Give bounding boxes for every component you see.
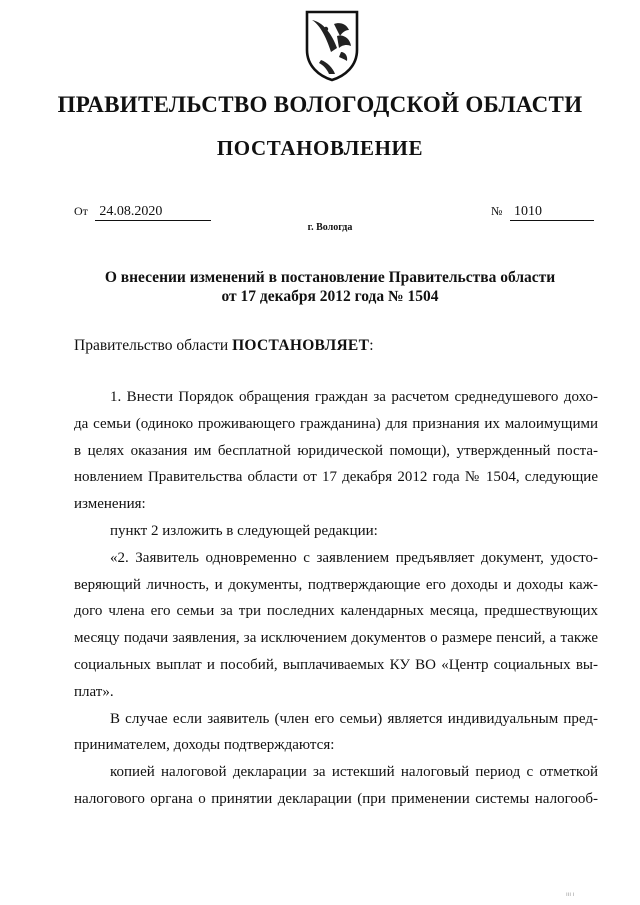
body-line: изменения: bbox=[74, 496, 146, 513]
body-line: плат». bbox=[74, 683, 114, 700]
body-line: 1. Внести Порядок обращения граждан за расчетом среднедушевого дохо- bbox=[110, 389, 598, 405]
heading-line: от 17 декабря 2012 года № 1504 bbox=[221, 288, 439, 305]
number-label: № bbox=[491, 204, 503, 218]
organization-title: ПРАВИТЕЛЬСТВО ВОЛОГОДСКОЙ ОБЛАСТИ bbox=[57, 92, 583, 117]
date-value: 24.08.2020 bbox=[95, 204, 211, 221]
coat-of-arms-icon bbox=[301, 8, 363, 82]
preamble-action: ПОСТАНОВЛЯЕТ bbox=[232, 337, 370, 354]
preamble-colon: : bbox=[369, 337, 374, 354]
body-line: социальных выплат и пособий, выплачиваемых КУ ВО «Центр социальных вы- bbox=[74, 656, 598, 673]
body-line: В случае если заявитель (член его семьи) является индивидуальным пред- bbox=[110, 710, 598, 727]
body-line: налогового органа о принятии декларации (при применении системы налогооб- bbox=[74, 790, 598, 807]
date-label: От bbox=[74, 204, 88, 218]
body-line: да семьи (одиноко проживающего гражданина) для признания их малоимущими bbox=[74, 415, 598, 432]
body-line: копией налоговой декларации за истекший налоговый период с отметкой bbox=[110, 764, 598, 781]
date-field bbox=[74, 204, 211, 221]
body-line: «2. Заявитель одновременно с заявлением предъявляет документ, удосто- bbox=[110, 549, 598, 566]
preamble-subject: Правительство области bbox=[74, 337, 229, 354]
body-line: пункт 2 изложить в следующей редакции: bbox=[110, 522, 378, 539]
body-line: новлением Правительства области от 17 декабря 2012 года № 1504, следующие bbox=[74, 469, 598, 486]
body-line: месяцу подачи заявления, за исключением документов о размере пенсий, а также bbox=[74, 630, 598, 647]
document-body bbox=[74, 384, 598, 813]
body-line: веряющий личность, и документы, подтверждающие его доходы и доходы каж- bbox=[74, 576, 598, 593]
city-label: г. Вологда bbox=[307, 222, 353, 233]
number-field bbox=[491, 204, 594, 221]
document-type: ПОСТАНОВЛЕНИЕ bbox=[216, 136, 424, 160]
body-line: дого члена его семьи за три последних календарных месяца, предшествующих bbox=[74, 603, 598, 620]
body-line: в целях оказания им бесплатной юридической помощи), утвержденный поста- bbox=[74, 442, 598, 459]
number-value: 1010 bbox=[510, 204, 594, 221]
document-heading bbox=[40, 268, 620, 306]
footer-mark: ııı ı bbox=[566, 891, 575, 898]
preamble bbox=[74, 337, 374, 355]
heading-line: О внесении изменений в постановление Правительства области bbox=[104, 269, 556, 286]
body-line: принимателем, доходы подтверждаются: bbox=[74, 737, 335, 754]
